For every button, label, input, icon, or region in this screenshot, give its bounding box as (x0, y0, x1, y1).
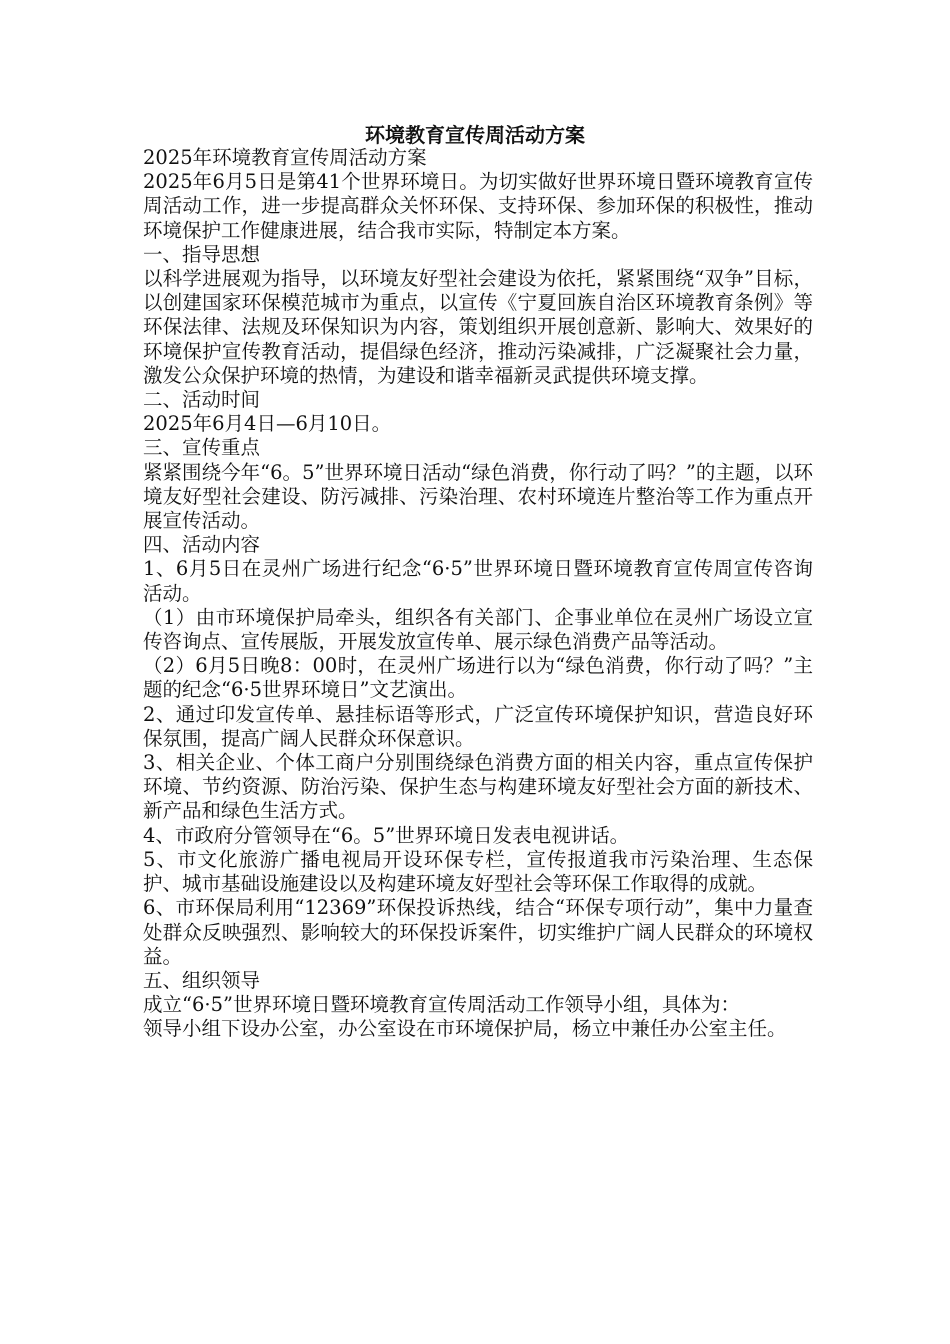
activity-item-4: 4、市政府分管领导在“6。5”世界环境日发表电视讲话。 (143, 823, 630, 847)
document-body (143, 146, 813, 1042)
section-heading-activity-time: 二、活动时间 (143, 388, 261, 412)
activity-subitem-1: （1）由市环境保护局牵头，组织各有关部门、企事业单位在灵州广场设立宣传咨询点、宣传展版，开展发放宣传单、展示绿色消费产品等活动。 (143, 605, 813, 654)
section-heading-publicity-focus: 三、宣传重点 (143, 436, 261, 460)
section-heading-organization: 五、组织领导 (143, 968, 261, 992)
section-heading-guiding-ideology: 一、指导思想 (143, 242, 261, 266)
activity-subitem-2: （2）6月5日晚8：00时，在灵州广场进行以为“绿色消费，你行动了吗？”主题的纪念“6·5世界环境日”文艺演出。 (143, 654, 813, 702)
activity-item-5: 5、市文化旅游广播电视局开设环保专栏，宣传报道我市污染治理、生态保护、城市基础设施建设以及构建环境友好型社会等环保工作取得的成就。 (143, 847, 813, 896)
publicity-focus-paragraph: 紧紧围绕今年“6。5”世界环境日活动“绿色消费，你行动了吗？”的主题，以环境友好型社会建设、防污减排、污染治理、农村环境连片整治等工作为重点开展宣传活动。 (143, 460, 813, 533)
guiding-ideology-paragraph: 以科学进展观为指导，以环境友好型社会建设为依托，紧紧围绕“双争”目标，以创建国家环保模范城市为重点，以宣传《宁夏回族自治区环境教育条例》等环保法律、法规及环保知识为内容，策划组织开展创意新、影响大、效果好的环境保护宣传教育活动，提倡绿色经济，推动污染减排，广泛凝聚社会力量，激发公众保护环境的热情，为建设和谐幸福新灵武提供环境支撑。 (143, 267, 813, 387)
intro-paragraph: 2025年6月5日是第41个世界环境日。为切实做好世界环境日暨环境教育宣传周活动工作，进一步提高群众关怀环保、支持环保、参加环保的积极性，推动环境保护工作健康进展，结合我市实际，特制定本方案。 (143, 170, 813, 242)
document-title: 环境教育宣传周活动方案 (365, 123, 585, 147)
subtitle-line: 2025年环境教育宣传周活动方案 (143, 146, 427, 169)
section-heading-activity-content: 四、活动内容 (143, 533, 261, 557)
office-paragraph: 领导小组下设办公室，办公室设在市环境保护局，杨立中兼任办公室主任。 (143, 1017, 787, 1041)
activity-item-6: 6、市环保局利用“12369”环保投诉热线，结合“环保专项行动”，集中力量查处群众反映强烈、影响较大的环保投诉案件，切实维护广阔人民群众的环境权益。 (143, 896, 813, 968)
activity-time-paragraph: 2025年6月4日—6月10日。 (143, 412, 392, 436)
activity-item-1: 1、6月5日在灵州广场进行纪念“6·5”世界环境日暨环境教育宣传周宣传咨询活动。 (143, 557, 813, 605)
activity-item-3: 3、相关企业、个体工商户分别围绕绿色消费方面的相关内容，重点宣传保护环境、节约资源、防治污染、保护生态与构建环境友好型社会方面的新技术、新产品和绿色生活方式。 (143, 751, 813, 823)
organization-paragraph: 成立“6·5”世界环境日暨环境教育宣传周活动工作领导小组，具体为： (143, 993, 740, 1017)
activity-item-2: 2、通过印发宣传单、悬挂标语等形式，广泛宣传环境保护知识，营造良好环保氛围，提高广阔人民群众环保意识。 (143, 702, 813, 750)
